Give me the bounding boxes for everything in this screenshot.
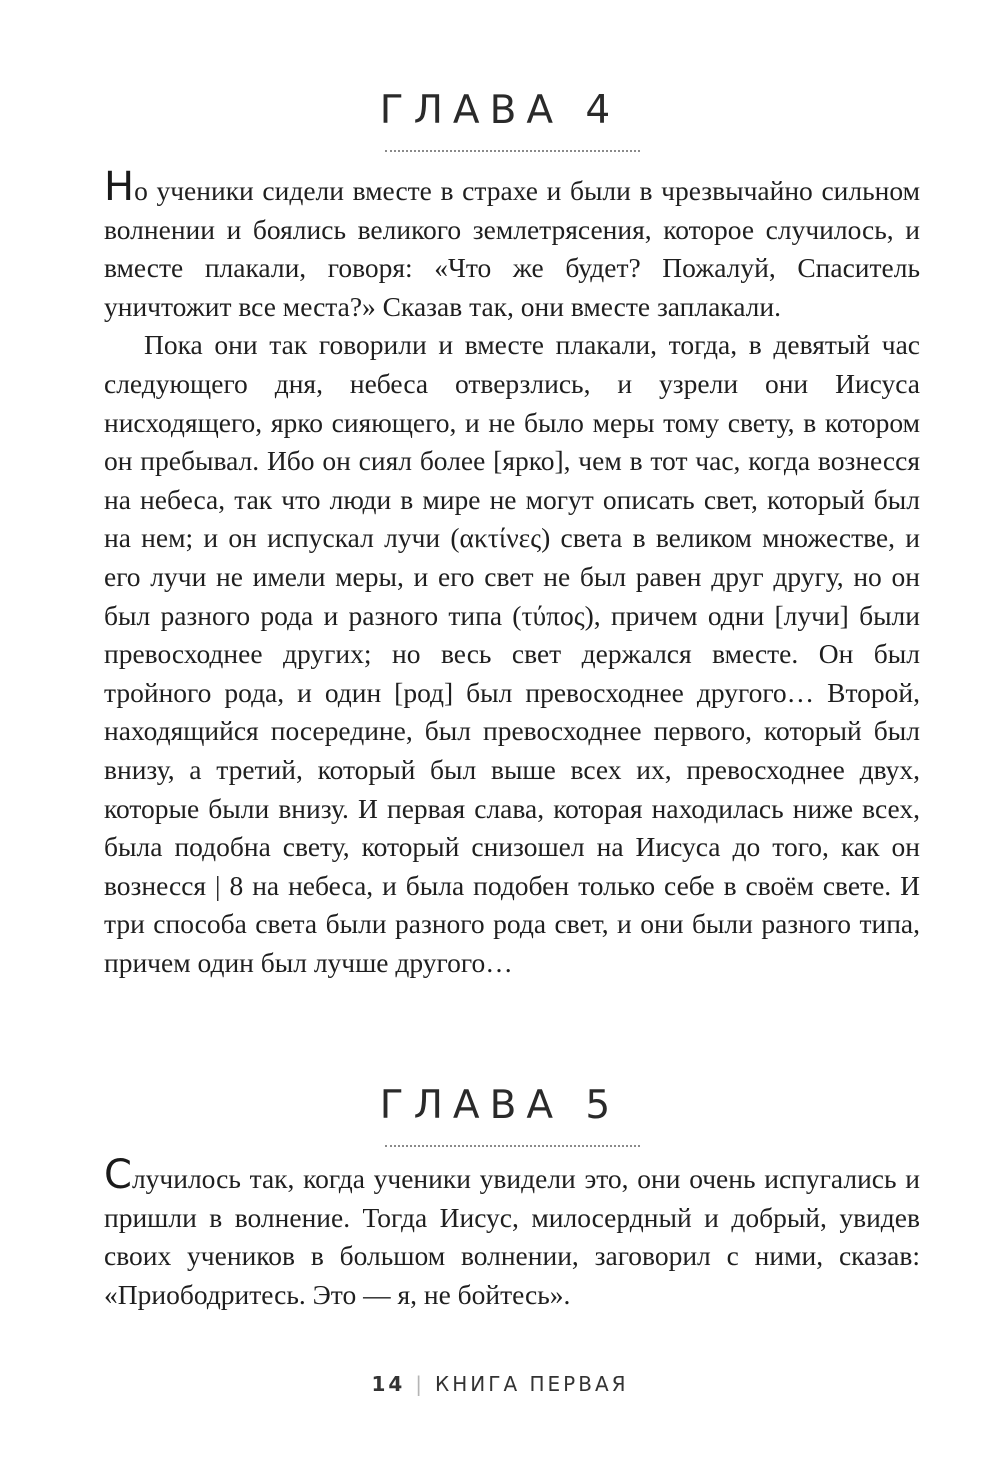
page-number: 14: [371, 1372, 406, 1396]
footer-separator: |: [415, 1372, 426, 1396]
chapter-4-paragraph-1-text: о ученики сидели вместе в страхе и были в чрезвычайно сильном волнении и боялись великого землетрясения, которое случилось, и вместе плакали, говоря: «Что же будет? Пожалуй, Спаситель уничтожит все места?» Сказав так, они вместе заплакали.: [104, 175, 920, 322]
chapter-4-divider: [385, 150, 640, 152]
chapter-5-paragraph-1: [104, 1152, 920, 1314]
chapter-4-dropcap: Н: [104, 164, 135, 210]
chapter-5-dropcap: С: [104, 1152, 132, 1198]
chapter-5-title: ГЛАВА 5: [379, 1083, 621, 1128]
chapter-5-paragraph-1-text: лучилось так, когда ученики увидели это, они очень испугались и пришли в волнение. Тогда Иисус, милосердный и добрый, увидев своих учеников в большом волнении, заговорил с ними, сказав: «Приободритесь. Это — я, не бойтесь».: [104, 1163, 920, 1310]
chapter-4-paragraph-2: Пока они так говорили и вместе плакали, тогда, в девятый час следующего дня, небеса отверзлись, и узрели они Иисуса нисходящего, ярко сияющего, и не было меры тому свету, в котором он пребывал. Ибо он сиял более [ярко], чем в тот час, когда вознесся на небеса, так что люди в мире не могут описать свет, который был на нем; и он испускал лучи (ακτίνες) света в великом множестве, и его лучи не имели меры, и его свет не был равен друг другу, но он был разного рода и разного типа (τύπος), причем одни [лучи] были превосходнее других; но весь свет держался вместе. Он был тройного рода, и один [род] был превосходнее другого… Второй, находящийся посередине, был превосходнее первого, который был внизу, а третий, который был выше всех их, превосходнее двух, которые были внизу. И первая слава, которая находилась ниже всех, была подобна свету, который снизошел на Иисуса до того, как он вознесся | 8 на небеса, и была подобен только себе в своём свете. И три способа света были разного рода свет, и они были разного типа, причем один был лучше другого…: [104, 329, 920, 978]
chapter-5-divider: [385, 1145, 640, 1147]
running-title: КНИГА ПЕРВАЯ: [435, 1372, 629, 1396]
chapter-4-paragraph-1: [104, 164, 920, 326]
chapter-4-body: [104, 164, 920, 982]
chapter-4-title: ГЛАВА 4: [379, 88, 621, 133]
chapter-5-body: [104, 1152, 920, 1314]
page-footer: [0, 1372, 1000, 1396]
